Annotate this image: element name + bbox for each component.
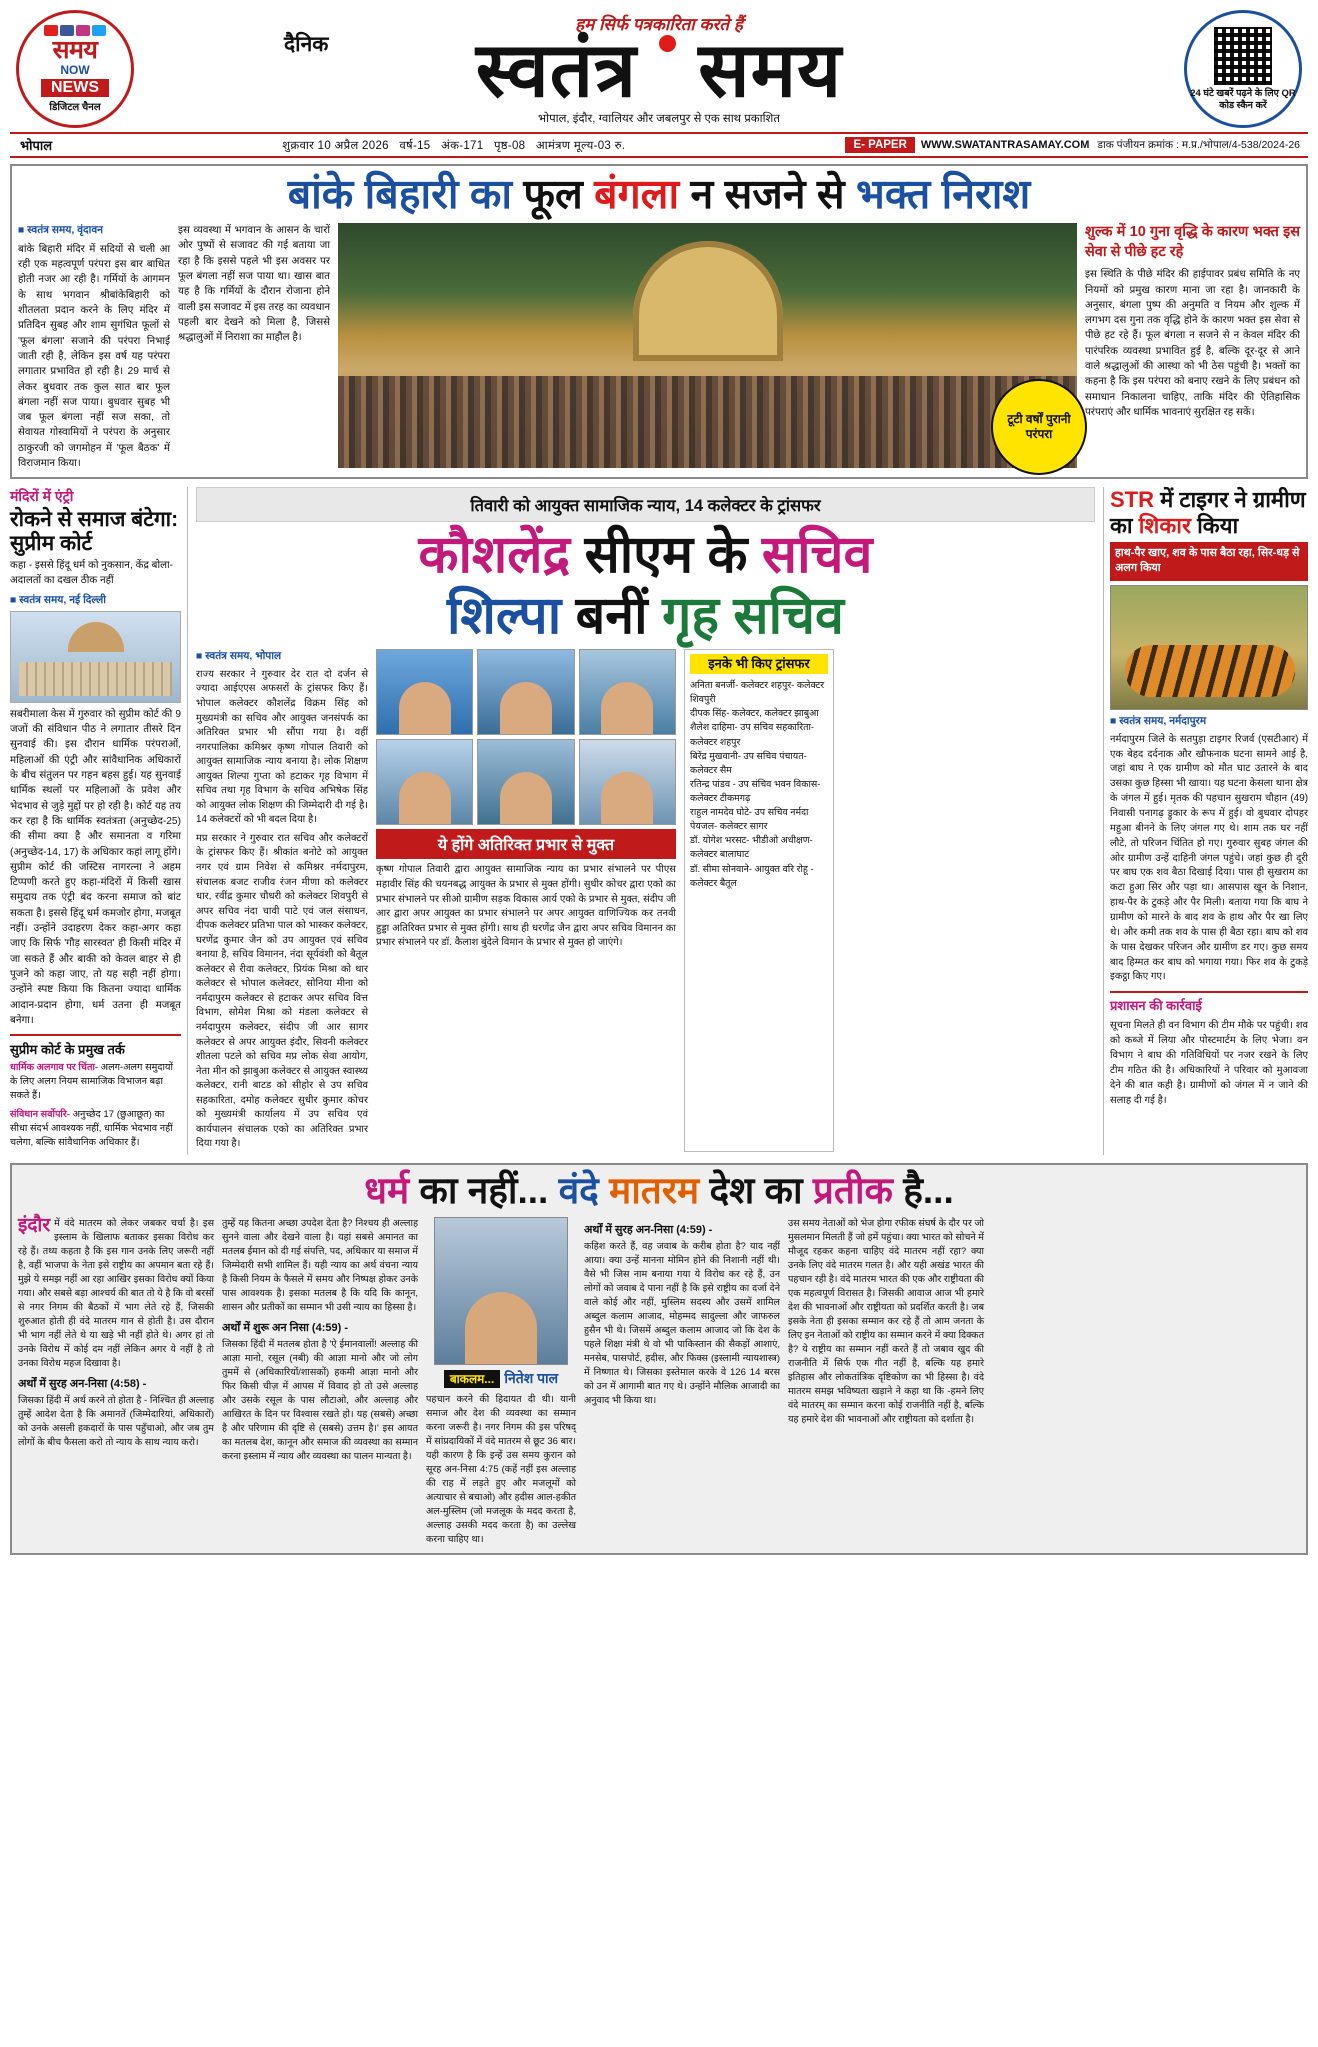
supreme-court-photo bbox=[10, 611, 181, 703]
left-headline: रोकने से समाज बंटेगा: सुप्रीम कोर्ट bbox=[10, 508, 179, 555]
info-bar bbox=[10, 132, 1308, 158]
issue-number: अंक-171 bbox=[441, 139, 484, 152]
masthead bbox=[10, 6, 1308, 128]
transfer-item: शैलेश दाहिमा- उप सचिव सहकारिता- कलेक्टर शहपुर bbox=[690, 721, 814, 747]
opinion-text-5: उस समय नेताओं को भेज होगा रफीक संघर्ष के दौर पर जो मुसलमान मिलती हैं जो हमें पहुंचा। क्या भारत को सोचने में मौजूद रहकर कहना चाहिए वंदे मातरम नहीं रहा? क्या उनके लिए वंदे मातरम गलत है। और यही अखंड भारत की पहचान रही है। वंदे मातरम भारत की एक और राष्ट्रीयता की एक महत्वपूर्ण विरासत है। जिसकी आवाज आज भी हमारे देश की भावनाओं और राष्ट्रीयता को प्रदर्शित करती है। जब इसके नेता ही इसका सम्मान कर रहे हैं तो आम जनता के लिए इन नेताओं को राष्ट्रीय का सम्मान करने में क्या दिक्कत है? ये राष्ट्रीय का सम्मान नहीं करते हैं तो जबाव खुद की राजनीति में सिर्फ एक गीत नहीं है, बल्कि यह हमारे इतिहास और लोकतांत्रिक दृष्टिकोण का भी हिस्सा है। वंदे मातरम समझ भविष्यता खड़ाने ने कहा था कि -हमने लिए वंदे मातरम् का सम्मान करना कोई राजनीति नहीं है, बल्कि यह हमारे देश की भावनाओं और राष्ट्रीयता को दर्शाता है। bbox=[788, 1218, 984, 1425]
tiger-photo bbox=[1110, 585, 1308, 710]
opinion-dropcap: इंदौर bbox=[18, 1215, 51, 1237]
author-photo bbox=[434, 1217, 568, 1365]
lead-headline bbox=[18, 172, 1300, 217]
supreme-court-story bbox=[10, 487, 188, 1154]
transfer-item: राहुल नामदेव घोटे- उप सचिव नर्मदा पेयजल- कलेक्टर सागर bbox=[690, 806, 809, 832]
center-headline-part-1: सीएम के bbox=[584, 526, 762, 585]
center-text-2: मप्र सरकार ने गुरुवार रात सचिव और कलेक्टरों के ट्रांसफर किए हैं। श्रीकांत बनोटे को आयुक्त नगर एवं ग्राम निवेश से कमिश्नर नर्मदापुरम, संचालक बजट राजीव रंजन मीणा को कलेक्टर धार, रवींद्र कुमार चौधरी को कलेक्टर शिवपुरी से अपर सचिव नंदा चावी पाटे एवं जल संसाधन, दीपक कलेक्टर प्रतिभा पाल को भास्कर कलेक्टर, घरणेंद्र कुमार जैन को उप आयुक्त एवं सचिव बनाया है, सचिव विमानन, नंदा सूर्यवंशी को बैतूल कलेक्टर से रीवा कलेक्टर, प्रियंक मिश्रा को थार कलेक्टर से भोपाल कलेक्टर, सोनिया मीना को नर्मदापुरम कलेक्टर से हटाकर अपर सचिव वित्त विभाग, सोमेश मिश्रा को मंडला कलेक्टर से नर्मदापुरम कलेक्टर, संदीप जी आर सागर कलेक्टर से अपर आयुक्त इंदौर, सिवनी कलेक्टर शीतला पटले को सचिव मप्र लोक सेवा आयोग, नेता मीन को झाबुआ कलेक्टर से आयुक्त स्वास्थ्य कलेक्टर, रानी बाटड को सीहोर से उप सचिव सहकारिता, दमोह कलेक्टर सुधीर कुमार कोचर को मुख्यमंत्री कार्यालय में उप सचिव एवं कार्यपालन संचालक एको का अतिरिक्त प्रभार दिया गया है। bbox=[196, 832, 368, 1150]
page-count: पृष्ठ-08 bbox=[493, 139, 526, 152]
opinion-article bbox=[10, 1163, 1308, 1555]
transfer-item: डॉ. सीमा सोनवाने- आयुक्त वरि रोहू - कलेक्टर बैतूल bbox=[690, 862, 814, 888]
left-section-label: मंदिरों में एंट्री bbox=[10, 488, 74, 505]
center-headline-line2 bbox=[196, 586, 1095, 645]
officials-photos bbox=[376, 649, 676, 1151]
lead-body bbox=[18, 223, 1300, 471]
transfer-list-box bbox=[684, 649, 834, 1151]
opinion-text-4: कहिश करते हैं, वह जवाब के करीब होता है? याद नहीं आया। क्या उन्हें मानना मोमिन होने की निशानी नहीं थी। वैसे भी जिस नाम बनाया गया ये विरोध कर रहे हैं, उन लोगों को जवाब दे पाना नहीं है कि इसे राष्ट्रीय का दर्जा देने वाले कोई और नहीं, मुस्लिम सदस्य और उसमें शामिल अब्दुल कलाम आजाद, मोहम्मद सादुल्ला और जाफरुल हुसैन भी थे। जिसमें अब्दुल कलाम आजाद जो कि देश के पहले शिक्षा मंत्री थे वो भी पाकिस्तान की सैकड़ों आशाएं, मनसेब, पासपोर्ट, हदीस, और फिक्स (इस्लामी न्यायशास्त्र) में निष्णात थे। जिसका इस्तेमाल करके वे 126 14 बरस को उन में आगामी बात गए थे। उन्होंने मौलिक आजादी का अनुवाद भी किया था। bbox=[584, 1241, 780, 1406]
mid-section bbox=[10, 487, 1308, 1154]
epaper-button[interactable]: E- PAPER bbox=[845, 137, 914, 153]
issue-info bbox=[62, 138, 845, 153]
right-headline-part-1: में टाइगर ने bbox=[1160, 487, 1253, 513]
opinion-text-1: में वंदे मातरम को लेकर जबकर चर्चा है। इस इस्लाम के खिलाफ बताकर इसका विरोध कर रहे हैं। तथ्य कहता है कि इस गान उनके लिए जरूरी नहीं है, वहीं भाजपा के नेता इसे राष्ट्रीय का अपमान बता रहे हैं। मुझे ये समझ नहीं आ रहा आखिर इसका विरोध क्यों किया गया। और सबसे बड़ा आश्चर्य की बात तो ये है कि वो बरसों से नगर निगम की बैठकों में भाग लेते रहे हैं, जिसकी शुरुआत होती ही वंदे मातरम गान से होती है। उस दौरान भी भाग नहीं लेते थे या खड़े भी नहीं होते थे। अगर हां तो उनके विरोध में कोई दम नहीं लेकिन अगर ये नहीं है तो उनका विरोध महज दिखावा है। bbox=[18, 1218, 214, 1369]
qr-block[interactable] bbox=[1184, 10, 1302, 128]
opinion-subhead-1: अर्थों में सुरह अन-निसा (4:58) - bbox=[18, 1377, 147, 1390]
social-icons bbox=[44, 25, 106, 36]
faces-caption: ये होंगे अतिरिक्त प्रभार से मुक्त bbox=[376, 829, 676, 859]
official-photo bbox=[376, 739, 473, 825]
right-subsection-text: सूचना मिलते ही वन विभाग की टीम मौके पर पहुंची। शव को कब्जे में लिया और पोस्टमार्टम के लिए भेजा। वन विभाग ने बाघ की गतिविधियों पर नजर रखने के लिए टीम गठित की है। अधिकारियों ने परिवार को मुआवजा देने की बात कही है। ग्रामीणों को जंगल में न जाने की सलाह दी गई है। bbox=[1110, 1020, 1308, 1106]
lead-headline-part-3: न सजने से bbox=[690, 171, 857, 217]
author-block bbox=[426, 1217, 576, 1546]
left-bullet-2 bbox=[10, 1108, 181, 1150]
opinion-subhead-3: अर्थों में सुरह अन-निसा (4:59) - bbox=[584, 1224, 713, 1237]
official-photo bbox=[579, 649, 676, 735]
opinion-text-1b: जिसका हिंदी में अर्थ करने तो होता है - निश्चित ही अल्लाह तुम्हें आदेश देता है कि अमानतें (जिम्मेदारियां, अधिकारों) को उनके असली हकदारों के पास पहुँचाओ, और जब तुम लोगों के बीच फैसला करो तो न्याय के साथ न्याय करो। bbox=[18, 1394, 214, 1448]
lead-headline-part-4: भक्त निराश bbox=[856, 171, 1031, 217]
lead-story bbox=[10, 164, 1308, 479]
opinion-headline-part-2: वंदे bbox=[558, 1169, 610, 1211]
right-headline-part-0: STR bbox=[1110, 487, 1161, 513]
center-headline2-part-1: बनीं bbox=[575, 586, 663, 645]
court-dome bbox=[68, 622, 124, 652]
transfer-list bbox=[690, 678, 828, 890]
opinion-column-5 bbox=[788, 1217, 984, 1546]
twitter-icon bbox=[92, 25, 106, 36]
opinion-text-2b: जिसका हिंदी में मतलब होता है 'ऐ ईमानवालों! अल्लाह की आज्ञा मानो, रसूल (नबी) की आज्ञा मानो और जो लोग तुममें से (अधिकारियों/शासकों) हकमी आज्ञा मानो और फिर किसी चीज़ में आपस में विवाद हो तो उसे अल्लाह और उसके रसूल के पास लौटाओ, और अल्लाह और आखिरत के दिन पर विश्वास रखते हो। यह (सबसे) अच्छा है और परिणाम की दृष्टि से (सबसे) उत्तम है।' इस आयत का मतलब देश, कानून और समाज की व्यवस्था का सम्मान करना इस्लाम में न्याय और व्यवस्था का पालन मान्यता है। bbox=[222, 1339, 418, 1462]
transfer-item: अनिता बनर्जी- कलेक्टर शहपुर- कलेक्टर शिवपुरी bbox=[690, 679, 825, 705]
center-text-1: राज्य सरकार ने गुरुवार देर रात दो दर्जन से ज्यादा आईएएस अफसरों के ट्रांसफर किए हैं। भोपाल कलेक्टर कौशलेंद्र विक्रम सिंह को मुख्यमंत्री का सचिव और आयुक्त जनसंपर्क का अतिरिक्त प्रभार भी सौंपा गया है। वहीं नगरपालिका कमिश्नर कृष्ण गोपाल तिवारी को आयुक्त सामाजिक न्याय बनाया है। लोक शिक्षण आयुक्त शिल्पा गुप्ता को हटाकर गृह विभाग में सचिव तथा गृह विभाग के सचिव अभिषेक सिंह को आयुक्त लोक शिक्षण की जिम्मेदारी दी गई है। 14 कलेक्टरों को भी बदल दिया है। bbox=[196, 668, 368, 826]
website-link[interactable]: WWW.SWATANTRASAMAY.COM bbox=[920, 139, 1090, 151]
opinion-headline bbox=[18, 1171, 1300, 1212]
cities-line: भोपाल, इंदौर, ग्वालियर और जबलपुर से एक साथ प्रकाशित bbox=[538, 113, 780, 126]
opinion-text-3: पहचान करने की हिदायत दी थी। यानी समाज और देश की व्यवस्था का सम्मान करना जरूरी है। नगर निगम की इस परिषद् में सांप्रदायिकों में वंदे मातरम से छूट 36 बार। यही कारण है कि इन्हें उस समय कुरान को सूरह अन-निसा 4:75 (कहें नहीं इस अल्लाह की राह में लड़ते हुए और मजलूमों को अत्याचार से बचाओ) और हदीस आल-हकीत अल-मुस्लिम (जो मजलूक के मदद करता है, अल्लाह उसकी मदद करता है) का उल्लेख करना चाहिए था। bbox=[426, 1394, 576, 1545]
left-bullet-1-text: अलग-अलग समुदायों के लिए अलग नियम सामाजिक विभाजन बढ़ा सकते हैं। bbox=[10, 1062, 173, 1101]
right-body: नर्मदापुरम जिले के सतपुड़ा टाइगर रिजर्व (एसटीआर) में एक बेहद दर्दनाक और खौफनाक घटना सामने आई है, जहां बाघ ने एक ग्रामीण को मौत घाट उतारने के बाद उसका कुछ हिस्सा भी खाया। यह घटना केसला थाना क्षेत्र के जंगल में हुई। मृतक की पहचान सुखराम चौहान (49) निवासी पनागढ़ ड्रुकार के रूप में हुई। वो बुधवार दोपहर महुआ बीनने के लिए जंगल गए थे। शाम तक घर नहीं लौटे, तो परिजन चिंतित हो गए। गुरुवार सुबह जंगल की ओर ग्रामीण उन्हें दाहिनी जंगल पहुंचे। जहां कुछ ही दूरी पर बाघ एक शव बैठा दिखाई दिया। पास ही सुखराम का कटा हुआ सिर और पड़ा था। आसपास खून के निशान, हाथ-पैर के टुकड़े और पैर मिली। बताया गया कि बाघ ने ग्रामीण को मारने के बाद शव के हाथ और पैर खा लिए थे। और कमी तक शव के पास ही बैठा रहा। बाघ को शव के पास देखकर परिजन और ग्रामीण डर गए। कुछ समय बाद हिम्मत कर बाघ को भगाया गया। फिर शव के टुकड़े इकट्ठा किए गए। bbox=[1110, 733, 1308, 983]
logo-word: समय bbox=[52, 36, 98, 64]
opinion-column-1 bbox=[18, 1217, 214, 1546]
opinion-body bbox=[18, 1217, 1300, 1546]
author-name-row bbox=[426, 1369, 576, 1388]
left-subhead: सुप्रीम कोर्ट के प्रमुख तर्क bbox=[10, 1042, 125, 1058]
faces-text: कृष्ण गोपाल तिवारी द्वारा आयुक्त सामाजिक न्याय का प्रभार संभालने पर पीएस महावीर सिंह की चयनबद्ध आयुक्त के प्रभार से मुक्त होंगी। सुधीर कोचर द्वारा एको का प्रभार संभालने पर सीओ ग्रामीण सड़क विकास आर्य एको के प्रभार से मुक्त, संदीप जी आर द्वारा अपर आयुक्त का प्रभार संभालने पर अपर आयुक्त वाणिज्यिक कर तनवी हुड्डा अतिरिक्त प्रभार से मुक्त होंगी। साथ ही धरणेंद्र जैन द्वारा अपर सचिव विमानन का प्रभार संभालने पर डॉ. कैलाश बुंदेले विमान के प्रभार से मुक्त हो जाएंगे। bbox=[376, 864, 676, 949]
lead-headline-part-2: बंगला bbox=[594, 171, 691, 217]
lead-column-1 bbox=[18, 223, 170, 471]
instagram-icon bbox=[76, 25, 90, 36]
right-subhead: हाथ-पैर खाए, शव के पास बैठा रहा, सिर-धड़ से अलग किया bbox=[1110, 542, 1308, 581]
opinion-headline-part-4: देश का bbox=[709, 1169, 813, 1211]
crowd bbox=[338, 376, 1077, 468]
left-body: सबरीमाला केस में गुरुवार को सुप्रीम कोर्ट की 9 जजों की संविधान पीठ ने लगातार तीसरे दिन सुनवाई की। इस दौरान धार्मिक परंपराओं, महिलाओं की एंट्री और सांवैधानिक अधिकारों के बीच संतुलन पर गहन बहस हुई। यह सुनवाई धार्मिक स्थलों पर महिलाओं के प्रवेश और भेदभाव से जुड़े मुद्दों पर हो रही है। कोर्ट यह तय कर रहा है कि धार्मिक स्वतंत्रता (अनुच्छेद-25) की सीमा क्या है और समानता व गरिमा (अनुच्छेद-14, 17) के अधिकार कहां लागू होंगे। सुप्रीम कोर्ट की जस्टिस नागरत्ना ने अहम टिप्पणी करते हुए कहा-मंदिरों में किसी खास समुदाय तक एंट्री बंद करना समाज को बांट सकता है। इससे हिंदू धर्म कमजोर होगा, मजबूत नहीं। उन्होंने उदाहरण देकर कहा-अगर कहा जाए कि सिर्फ 'गौड़ सारस्वत' ही किसी मंदिर में जा सकते हैं और बाकी को केवल बाहर से ही पूजने को कहा जाए, तो यह सही नहीं होगा। उन्होंने स्पष्ट किया कि कितना ज्यादा धार्मिक आदान-प्रदान होगा, धर्म उतना ही मजबूत बनेगा। bbox=[10, 708, 181, 1026]
right-byline: ■ स्वतंत्र समय, नर्मदापुरम bbox=[1110, 714, 1308, 728]
author-column-tag: बाकलम... bbox=[444, 1370, 501, 1388]
opinion-headline-part-1: का नहीं... bbox=[419, 1169, 559, 1211]
opinion-text-2: तुम्हें यह कितना अच्छा उपदेश देता है? निश्चय ही अल्लाह सुनने वाला और देखने वाला है। यहां सबसे अमानत का मतलब ईमान को दी गई संपत्ति, पद, अधिकार या समाज में जिम्मेदारी सभी शामिल हैं। यही न्याय का अर्थ वंचना न्याय है किसी नियम के फैसले में समय और निष्पक्ष होकर उनके पास आवश्यक है। इसका मतलब है कि यदि कि कानून, शासन और प्रतीकों का सम्मान भी उसी न्याय का हिस्सा है। bbox=[222, 1218, 418, 1313]
court-columns bbox=[19, 662, 172, 696]
right-headline-part-2: ग्रामीण का bbox=[1110, 487, 1306, 538]
transfer-item: रतिन्द्र पांडव - उप संचिव भवन विकास- कलेक्टर टीकमगढ़ bbox=[690, 777, 821, 803]
left-kicker: कहा - इससे हिंदू धर्म को नुकसान, केंद्र बोला-अदालतों का दखल ठीक नहीं bbox=[10, 560, 174, 587]
right-headline-part-4: किया bbox=[1197, 512, 1239, 538]
transfer-item: बिरेंद्र मुखवानी- उप सचिव पंचायत- कलेक्टर सैम bbox=[690, 749, 807, 775]
temple-photo bbox=[338, 223, 1077, 468]
center-column-1 bbox=[196, 649, 368, 1151]
registration-number: डाक पंजीयन क्रमांक : म.प्र./भोपाल/4-538/2024-26 bbox=[1097, 139, 1300, 151]
center-headline-line1 bbox=[196, 528, 1095, 583]
price: आमंत्रण मूल्य-03 रु. bbox=[535, 139, 626, 152]
left-bullet-1 bbox=[10, 1061, 181, 1103]
lead-headline-part-1: फूल bbox=[523, 171, 595, 217]
temple-arch bbox=[633, 241, 783, 361]
left-bullet-1-label: धार्मिक अलगाव पर चिंता- bbox=[10, 1062, 99, 1074]
opinion-headline-part-3: मातरम bbox=[609, 1169, 710, 1211]
center-banner: तिवारी को आयुक्त सामाजिक न्याय, 14 कलेक्टर के ट्रांसफर bbox=[196, 487, 1095, 522]
title-part2: समय bbox=[698, 27, 843, 113]
transfer-item: दीपक सिंह- कलेक्टर, कलेक्टर झाबुआ bbox=[690, 707, 819, 719]
edition-city: भोपाल bbox=[20, 138, 53, 153]
samay-now-logo bbox=[16, 10, 134, 128]
center-headline2-part-0: शिल्पा bbox=[447, 586, 576, 645]
center-byline: ■ स्वतंत्र समय, भोपाल bbox=[196, 649, 368, 664]
right-subsection-head: प्रशासन की कार्रवाई bbox=[1110, 991, 1308, 1014]
tradition-badge: टूटी वर्षों पुरानी परंपरा bbox=[991, 379, 1087, 475]
face-grid bbox=[376, 649, 676, 825]
lead-column-2 bbox=[178, 223, 330, 471]
transfer-item: डॉ. योगेश भरसट- भीडीओ अधीक्षण- कलेक्टर बालाघाट bbox=[690, 834, 813, 860]
lead-text-2: इस व्यवस्था में भगवान के आसन के चारों ओर पुष्पों से सजावट की गई बताया जा रहा है कि इससे पहले भी इस अवसर पर फूल बंगला नहीं सज पाया था। खास बात यह है कि गर्मियों के दौरान रोजाना होने वाली इस सजावट में इस तरह का व्यवधान पहली बार देखने को मिला है, जिससे श्रद्धालुओं में निराशा का माहौल है। bbox=[178, 225, 330, 344]
official-photo bbox=[477, 649, 574, 735]
right-headline-part-3: शिकार bbox=[1138, 512, 1198, 538]
lead-byline: ■ स्वतंत्र समय, वृंदावन bbox=[18, 223, 170, 239]
issue-year: वर्ष-15 bbox=[399, 139, 431, 152]
official-photo bbox=[477, 739, 574, 825]
opinion-column-2 bbox=[222, 1217, 418, 1546]
lead-subhead: शुल्क में 10 गुना वृद्धि के कारण भक्त इस सेवा से पीछे हट रहे bbox=[1085, 224, 1300, 260]
tagline: हम सिर्फ पत्रकारिता करते हैं bbox=[575, 14, 743, 34]
opinion-headline-part-6: है... bbox=[903, 1169, 954, 1211]
issue-date: शुक्रवार 10 अप्रैल 2026 bbox=[282, 139, 389, 152]
title-part1: स्वतंत्र bbox=[475, 27, 637, 113]
lead-headline-part-0: बांके बिहारी का bbox=[287, 171, 524, 217]
official-photo bbox=[579, 739, 676, 825]
center-headline-part-0: कौशलेंद्र bbox=[418, 526, 585, 585]
left-bullet-2-text: अनुच्छेद 17 (छुआछूत) का सीधा संदर्भ आवश्यक नहीं, धार्मिक भेदभाव नहीं चलेगा, बल्कि सांवैधानिक अधिकार हैं। bbox=[10, 1108, 173, 1148]
logo-news: NEWS bbox=[41, 79, 109, 97]
youtube-icon bbox=[44, 25, 58, 36]
red-dot-icon bbox=[659, 35, 676, 52]
logo-now: NOW bbox=[60, 63, 90, 77]
opinion-column-4 bbox=[584, 1217, 780, 1546]
transfers-story bbox=[196, 487, 1095, 1154]
lead-photo-wrap bbox=[338, 223, 1077, 471]
qr-caption: 24 घंटे खबरें पढ़ने के लिए QR कोड स्कैन करें bbox=[1190, 88, 1296, 111]
left-byline: ■ स्वतंत्र समय, नई दिल्ली bbox=[10, 593, 181, 607]
left-bullet-2-label: संविधान सर्वोपरि- bbox=[10, 1108, 71, 1120]
center-headline2-part-2: गृह सचिव bbox=[662, 586, 844, 645]
author-name: नितेश पाल bbox=[504, 1370, 559, 1387]
qr-code-icon[interactable] bbox=[1214, 27, 1272, 85]
opinion-headline-part-5: प्रतीक bbox=[812, 1169, 904, 1211]
official-photo bbox=[376, 649, 473, 735]
transfer-list-title: इनके भी किए ट्रांसफर bbox=[690, 654, 828, 674]
lead-text-1: बांके बिहारी मंदिर में सदियों से चली आ रही एक महत्वपूर्ण परंपरा इस बार बाधित होती नजर आ रही है। गर्मियों के आगमन के साथ भगवान श्रीबांकेबिहारी को शीतलता प्रदान करने के लिए मंदिर में प्रतिदिन सुबह और शाम सुगंधित फूलों से 'फूल बंगला' सजाने की परंपरा निभाई जाती रही है, लेकिन इस वर्ष यह परंपरा लगातार प्रभावित हो रही है। 29 मार्च से लेकर बुधवार तक कुल सात बार फूल बंगला नहीं सज पाया। बुधवार सुबह भी जब फूल बंगला नहीं सज सका, तो सेवायत गोस्वामियों ने परंपरा के अनुसार ठाकुरजी को जगमोहन में 'फूल बैठक' में विराजमान किया। bbox=[18, 243, 170, 469]
logo-subtitle: डिजिटल चैनल bbox=[49, 102, 101, 113]
divider bbox=[10, 1034, 181, 1036]
lead-text-3: इस स्थिति के पीछे मंदिर की हाईपावर प्रबंध समिति के नए नियमों को प्रमुख कारण माना जा रहा है। जानकारी के अनुसार, बंगला पुष्प की अनुमति व नियम और शुल्क में लगभग दस गुना तक वृद्धि होने के कारण भक्त इस सेवा से पीछे हट रहे हैं। फूल बंगला न सजने से न केवल मंदिर की पारंपरिक व्यवस्था प्रभावित हुई है, बल्कि दूर-दूर से आने वाले श्रद्धालुओं की आस्था को भी ठेस पहुंची है। भक्तों का कहना है कि इस परंपरा को बनाए रखने के लिए प्रबंधन को समाधान निकालना चाहिए, ताकि मंदिर की ऐतिहासिक परंपराएं और धार्मिक भावनाएं सुरक्षित रह सकें। bbox=[1085, 269, 1300, 418]
lead-column-right bbox=[1085, 223, 1300, 471]
title-block bbox=[134, 12, 1184, 126]
center-headline-part-2: सचिव bbox=[761, 526, 873, 585]
daily-label: दैनिक bbox=[284, 32, 329, 56]
right-headline bbox=[1110, 487, 1308, 538]
facebook-icon bbox=[60, 25, 74, 36]
center-body bbox=[196, 649, 1095, 1151]
tiger-story bbox=[1103, 487, 1308, 1154]
opinion-subhead-2: अर्थों में शुरू अन निसा (4:59) - bbox=[222, 1321, 348, 1334]
opinion-headline-part-0: धर्म bbox=[364, 1169, 420, 1211]
